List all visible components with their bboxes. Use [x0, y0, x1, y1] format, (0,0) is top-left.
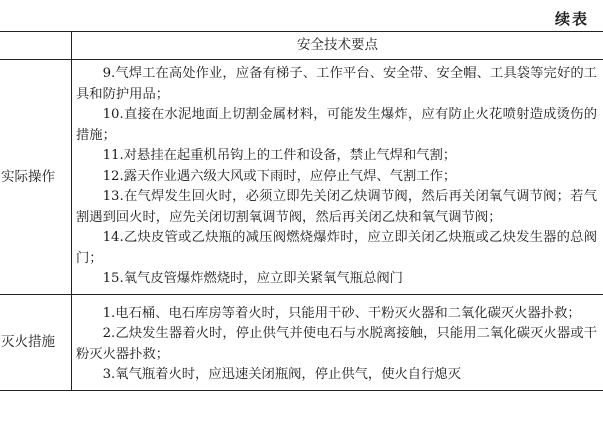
- list-item: 9.气焊工在高处作业，应备有梯子、工作平台、安全带、安全帽、工具袋等完好的工具和防护用品；: [76, 66, 597, 102]
- header-category-cell: [0, 32, 72, 60]
- content-cell: [72, 294, 603, 390]
- table-row-operations: [0, 60, 603, 295]
- table-row-firefighting: [0, 294, 603, 390]
- list-item: 10.直接在水泥地面上切割金属材料，可能发生爆炸，应有防止火花喷射造成烫伤的措施；: [76, 107, 597, 143]
- list-item: 1.电石桶、电石库房等着火时，只能用干砂、干粉灭火器和二氧化碳灭火器扑救；: [102, 305, 581, 321]
- content-cell: [72, 60, 603, 295]
- header-content-cell: 安全技术要点: [72, 32, 603, 60]
- list-item: 13.在气焊发生回火时，必须立即先关闭乙炔调节阀，然后再关闭氧气调节阀；若气割遇到回火时，应先关闭切割氧调节阀，然后再关闭乙炔和氧气调节阀；: [76, 189, 597, 225]
- safety-table: [0, 31, 603, 391]
- continued-label: 续表: [554, 10, 589, 28]
- list-item: 14.乙炔皮管或乙炔瓶的减压阀燃烧爆炸时，应立即关闭乙炔瓶或乙炔发生器的总阀门；: [76, 230, 597, 266]
- category-cell: 灭火措施: [0, 294, 72, 390]
- list-item: 15.氧气皮管爆炸燃烧时，应立即关紧氧气瓶总阀门: [102, 271, 403, 286]
- list-item: 3.氧气瓶着火时，应迅速关闭瓶阀，停止供气，使火自行熄灭: [102, 367, 461, 382]
- category-cell: 实际操作: [0, 60, 72, 295]
- list-item: 12.露天作业遇六级大风或下雨时，应停止气焊、气割工作；: [102, 168, 457, 184]
- table-header-row: [0, 32, 603, 60]
- list-item: 11.对悬挂在起重机吊钩上的工件和设备，禁止气焊和气割；: [102, 148, 457, 163]
- list-item: 2.乙炔发生器着火时，停止供气并使电石与水脱离接触，只能用二氧化碳灭火器或干粉灭火器扑救；: [76, 326, 597, 362]
